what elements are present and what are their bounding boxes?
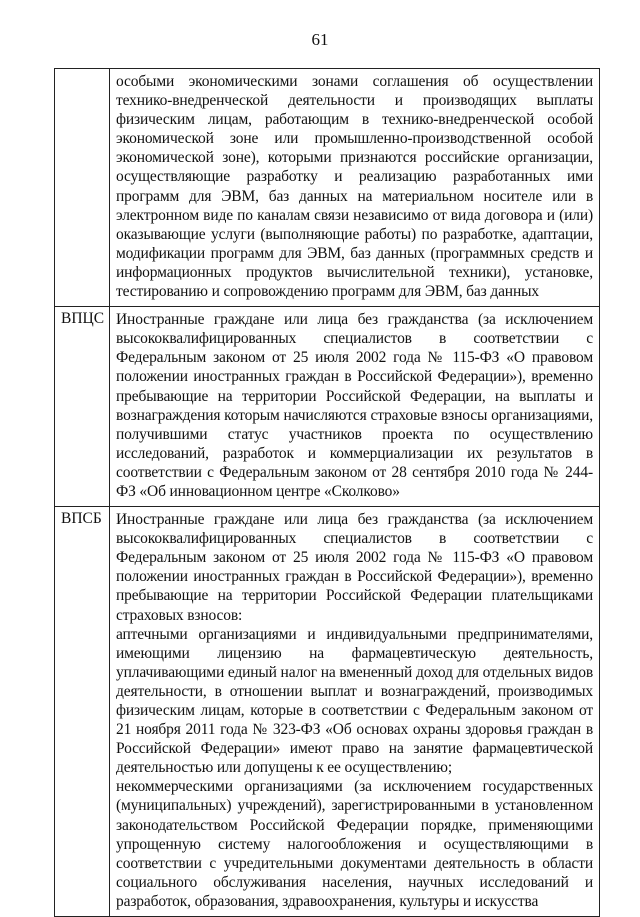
table-row [55, 69, 600, 307]
category-description [110, 507, 600, 917]
category-code: ВПЦС [55, 307, 110, 507]
category-code: ВПСБ [55, 507, 110, 917]
description-paragraph: особыми экономическими зонами соглашения об осуществлении технико-внедренческой деятельности и производящих выплаты физическим лицам, работающим в технико-внедренческой особой экономической зоне или промышленно-производственной особой экономической зоне), которыми признаются российские организации, осуществляющие разработку и реализацию разработанных ими программ для ЭВМ, баз данных на материальном носителе или в электронном виде по каналам связи независимо от вида договора и (или) оказывающие услуги (выполняющие работы) по разработке, адаптации, модификации программ для ЭВМ, баз данных (программных средств и информационных продуктов вычислительной техники), установке, тестированию и сопровождению программ для ЭВМ, баз данных [116, 73, 593, 301]
table-row [55, 307, 600, 507]
description-paragraph: Иностранные граждане или лица без гражданства (за исключением высококвалифицированных специалистов в соответствии с Федеральным законом от 25 июля 2002 года № 115-ФЗ «О правовом положении иностранных граждан в Российской Федерации»), временно пребывающие на территории Российской Федерации, на выплаты и вознаграждения которым начисляются страховые взносы организациями, получившими статус участников проекта по осуществлению исследований, разработок и коммерциализации их результатов в соответствии с Федеральным законом от 28 сентября 2010 года № 244-ФЗ «Об инновационном центре «Сколково» [116, 311, 593, 500]
category-description [110, 69, 600, 307]
description-paragraph: Иностранные граждане или лица без гражданства (за исключением высококвалифицированных специалистов в соответствии с Федеральным законом от 25 июля 2002 года № 115-ФЗ «О правовом положении иностранных граждан в Российской Федерации»), временно пребывающие на территории Российской Федерации плательщиками страховых взносов: [116, 511, 593, 624]
description-paragraph: некоммерческими организациями (за исключением государственных (муниципальных) учреждений), зарегистрированными в установленном законодательством Российской Федерации порядке, применяющими упрощенную систему налогообложения и осуществляющими в соответствии с учредительными документами деятельность в области социального обслуживания населения, научных исследований и разработок, образования, здравоохранения, культуры и искусства [116, 778, 593, 910]
insured-category-codes-table [54, 68, 600, 917]
description-paragraph: аптечными организациями и индивидуальными предпринимателями, имеющими лицензию на фармацевтическую деятельность, уплачивающими единый налог на вмененный доход для отдельных видов деятельности, в отношении выплат и вознаграждений, производимых физическим лицам, которые в соответствии с Федеральным законом от 21 ноября 2011 года № 323-ФЗ «Об основах охраны здоровья граждан в Российской Федерации» имеют право на занятие фармацевтической деятельностью или допущены к ее осуществлению; [116, 625, 593, 777]
page-number: 61 [311, 30, 329, 49]
category-code [55, 69, 110, 307]
category-description [110, 307, 600, 507]
table-row [55, 507, 600, 917]
